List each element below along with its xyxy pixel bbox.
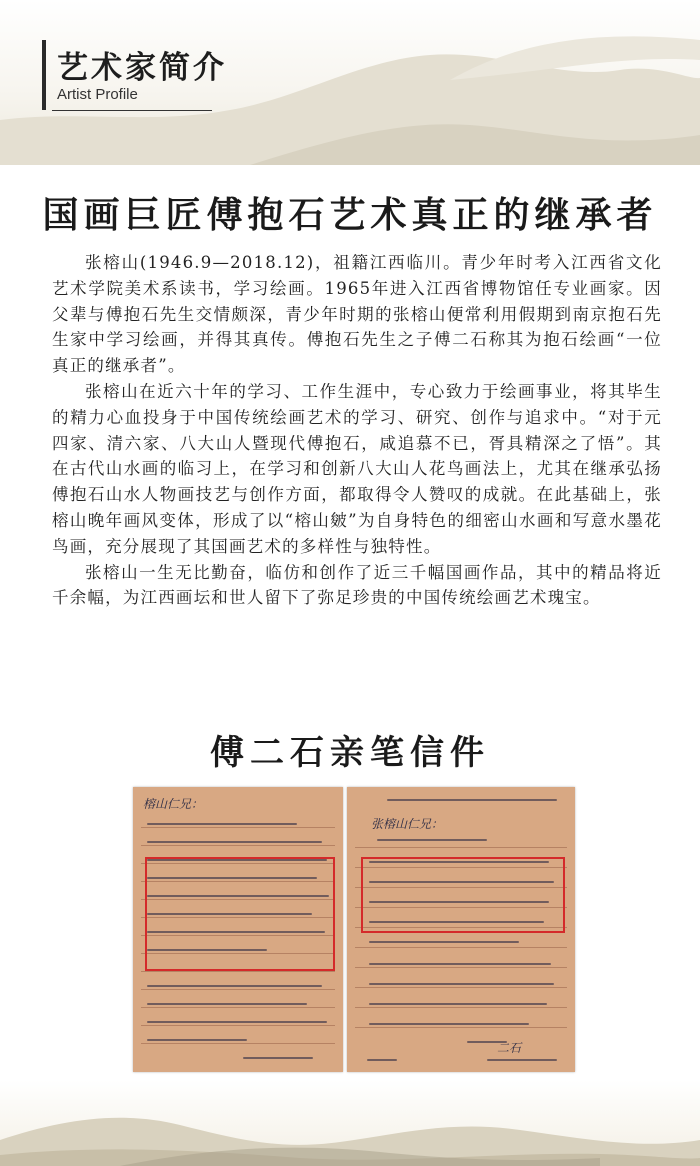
letters-title: 傅二石亲笔信件	[210, 733, 490, 773]
brand-accent-bar	[42, 40, 46, 110]
highlight-box	[361, 857, 565, 933]
divider	[52, 110, 212, 111]
header-banner	[0, 0, 700, 165]
article-body	[52, 250, 662, 611]
paragraph: 张榕山一生无比勤奋，临仿和创作了近三千幅国画作品，其中的精品将近千余幅，为江西画坛和世人留下了弥足珍贵的中国传统绘画艺术瑰宝。	[52, 562, 662, 608]
letter-image-2	[347, 787, 575, 1072]
paragraph: 张榕山在近六十年的学习、工作生涯中，专心致力于绘画事业，将其毕生的精力心血投身于中国传统绘画艺术的学习、研究、创作与追求中。“对于元四家、清六家、八大山人暨现代傅抱石，咸追慕不已，胥具精深之了悟”。其在古代山水画的临习上，在学习和创新八大山人花鸟画法上，尤其在继承弘扬傅抱石山水人物画技艺与创作方面，都取得令人赞叹的成就。在此基础上，张榕山晚年画风变体，形成了以“榕山皴”为自身特色的细密山水画和写意水墨花鸟画，充分展现了其国画艺术的多样性与独特性。	[52, 381, 662, 556]
section-title: 艺术家简介	[57, 50, 227, 86]
letter-signature: 二石	[497, 1041, 522, 1055]
paragraph: 张榕山(1946.9—2018.12)，祖籍江西临川。青少年时考入江西省文化艺术学院美术系读书，学习绘画。1965年进入江西省博物馆任专业画家。因父辈与傅抱石先生交情颇深，青少年时期的张榕山便常利用假期到南京抱石先生家中学习绘画，并得其真传。傅抱石先生之子傅二石称其为抱石绘画“一位真正的继承者”。	[52, 253, 662, 376]
letter-image-1	[133, 787, 343, 1072]
highlight-box	[145, 857, 335, 971]
article-title: 国画巨匠傅抱石艺术真正的继承者	[42, 194, 658, 236]
section-subtitle: Artist Profile	[57, 86, 138, 103]
letter-salutation: 榕山仁兄：	[143, 797, 204, 811]
footer-decoration	[0, 1080, 700, 1166]
letter-salutation: 张榕山仁兄：	[371, 817, 444, 831]
